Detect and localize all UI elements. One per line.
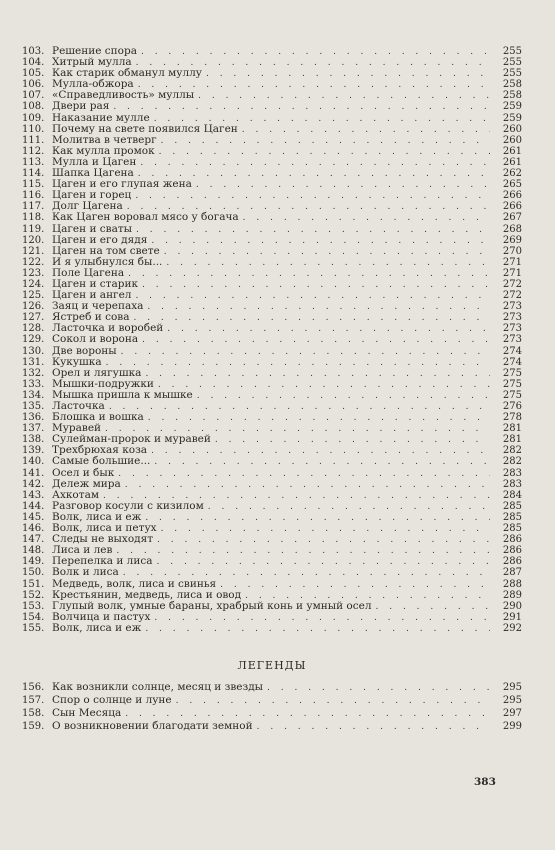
dot-leader (157, 557, 491, 568)
entry-title: Наказание мулле (52, 111, 150, 124)
entry-number: 130. (22, 345, 45, 357)
entry-number: 124. (22, 278, 45, 290)
entry-title: Ласточка (52, 400, 105, 412)
entry-title: Поле Цагена (52, 266, 125, 279)
dot-leader (208, 502, 490, 513)
entry-page: 299 (502, 720, 522, 732)
entry-page: 286 (502, 556, 522, 568)
entry-page: 291 (502, 611, 522, 623)
entry-page: 281 (502, 423, 522, 435)
entry-title: Сокол и ворона (52, 333, 139, 346)
entry-title: Разговор косули с кизилом (52, 499, 204, 512)
toc-entry (22, 623, 522, 634)
entry-number: 108. (22, 101, 45, 113)
entry-number: 159. (22, 720, 45, 732)
entry-page: 276 (502, 401, 522, 412)
entry-title: Цаген и горец (52, 189, 132, 202)
entry-page: 295 (502, 681, 522, 693)
entry-page: 266 (502, 190, 522, 202)
entry-page: 285 (502, 523, 522, 535)
entry-page: 283 (502, 467, 522, 479)
entry-number: 105. (22, 68, 45, 80)
dot-leader (157, 535, 490, 546)
entry-title: Дележ мира (52, 477, 121, 490)
entry-title: Цаген и старик (52, 277, 139, 290)
entry-number: 110. (22, 123, 45, 135)
entry-title: Двери рая (52, 100, 110, 113)
dot-leader (142, 280, 490, 291)
dot-leader (206, 69, 490, 80)
entry-number: 154. (22, 611, 45, 623)
entry-page: 271 (502, 256, 522, 268)
toc-entry (22, 346, 522, 357)
entry-number: 137. (22, 423, 45, 435)
dot-leader (161, 136, 490, 147)
entry-number: 136. (22, 412, 45, 424)
entry-page: 285 (502, 511, 522, 523)
toc-entry (22, 113, 522, 124)
entry-title: Крестьянин, медведь, лиса и овод (52, 588, 242, 601)
dot-leader (376, 602, 490, 613)
dot-leader (133, 313, 490, 324)
entry-page: 285 (502, 500, 522, 512)
entry-title: Волчица и пастух (52, 610, 151, 623)
entry-page: 292 (502, 622, 522, 634)
toc-entry (22, 212, 522, 223)
entry-page: 262 (502, 168, 522, 180)
entry-number: 144. (22, 500, 45, 512)
entry-title: Медведь, волк, лиса и свинья (52, 577, 217, 590)
entry-page: 255 (502, 46, 522, 57)
entry-title: Как Цаген воровал мясо у богача (52, 211, 239, 224)
entry-page: 259 (502, 101, 522, 113)
entry-number: 113. (22, 156, 45, 168)
entry-title: Волк, лиса и еж (52, 510, 142, 523)
entry-page: 272 (502, 278, 522, 290)
entry-title: Мулла и Цаген (52, 155, 137, 168)
entry-page: 273 (502, 323, 522, 335)
dot-leader (118, 469, 490, 480)
entry-title: Как мулла промок (52, 144, 155, 157)
dot-leader (136, 225, 490, 236)
toc-entry (22, 694, 522, 707)
dot-leader (113, 102, 490, 113)
dot-leader (196, 180, 490, 191)
entry-page: 268 (502, 223, 522, 235)
entry-number: 111. (22, 134, 45, 146)
toc-entry (22, 334, 522, 345)
dot-leader (151, 446, 490, 457)
dot-leader (161, 524, 490, 535)
entry-page: 289 (502, 589, 522, 601)
entry-title: Муравей (52, 422, 102, 435)
entry-title: Цаген и его дядя (52, 233, 148, 246)
page-number: 383 (474, 776, 496, 788)
entry-number: 129. (22, 334, 45, 346)
entry-title: Блошка и вошка (52, 411, 144, 424)
entry-number: 147. (22, 534, 45, 546)
entry-number: 117. (22, 201, 45, 213)
entry-page: 270 (502, 245, 522, 257)
entry-title: Мышка пришла к мышке (52, 388, 193, 401)
dot-leader (164, 247, 490, 258)
dot-leader (106, 358, 490, 369)
entry-title: Мулла-обжора (52, 78, 134, 91)
entry-title: Цаген и его глупая жена (52, 178, 192, 191)
entry-title: Мышки-подружки (52, 377, 154, 390)
entry-number: 109. (22, 112, 45, 124)
entry-title: Самые большие... (52, 455, 151, 468)
toc-entry (22, 468, 522, 479)
entry-title: Ласточка и воробей (52, 322, 164, 335)
entry-page: 274 (502, 356, 522, 368)
entry-number: 106. (22, 79, 45, 91)
entry-number: 138. (22, 434, 45, 446)
toc-entry (22, 101, 522, 112)
entry-page: 288 (502, 578, 522, 590)
entry-page: 287 (502, 567, 522, 579)
entry-page: 255 (502, 68, 522, 80)
dot-leader (242, 125, 490, 136)
entry-number: 127. (22, 312, 45, 324)
entry-number: 114. (22, 168, 45, 180)
dot-leader (243, 213, 490, 224)
entry-title: Ястреб и сова (52, 311, 130, 324)
dot-leader (121, 347, 490, 358)
entry-number: 157. (22, 694, 45, 706)
dot-leader (215, 435, 490, 446)
entry-number: 146. (22, 523, 45, 535)
entry-title: Сулейман-пророк и муравей (52, 433, 211, 446)
dot-leader (145, 369, 490, 380)
entry-number: 151. (22, 578, 45, 590)
dot-leader (116, 546, 490, 557)
entry-number: 134. (22, 389, 45, 401)
entry-page: 260 (502, 134, 522, 146)
dot-leader (142, 335, 490, 346)
entry-number: 133. (22, 378, 45, 390)
toc-entry (22, 720, 522, 733)
entry-page: 261 (502, 145, 522, 157)
dot-leader (145, 513, 490, 524)
entry-page: 290 (502, 600, 522, 612)
dot-leader (154, 613, 490, 624)
entry-title: Осел и бык (52, 466, 115, 479)
dot-leader (220, 580, 490, 591)
entry-page: 283 (502, 478, 522, 490)
entry-number: 140. (22, 456, 45, 468)
entry-page: 255 (502, 57, 522, 69)
entry-title: «Справедливость» муллы (52, 89, 195, 102)
entry-page: 282 (502, 445, 522, 457)
toc-entry (22, 456, 522, 467)
entry-title: Две вороны (52, 344, 117, 357)
dot-leader (158, 380, 490, 391)
entry-number: 131. (22, 356, 45, 368)
dot-leader (141, 47, 490, 58)
entry-title: Цаген и ангел (52, 289, 132, 302)
entry-number: 115. (22, 179, 45, 191)
entry-title: Почему на свете появился Цаген (52, 122, 238, 135)
entry-number: 156. (22, 681, 45, 693)
entry-page: 265 (502, 179, 522, 191)
entry-number: 112. (22, 145, 45, 157)
dot-leader (159, 147, 490, 158)
dot-leader (109, 402, 490, 413)
entry-title: Спор о солнце и луне (52, 693, 172, 706)
entry-number: 107. (22, 90, 45, 102)
dot-leader (148, 413, 490, 424)
entry-number: 104. (22, 57, 45, 69)
entry-number: 141. (22, 467, 45, 479)
entry-page: 274 (502, 345, 522, 357)
entry-number: 119. (22, 223, 45, 235)
toc-page (22, 46, 522, 733)
entry-number: 103. (22, 46, 45, 57)
entry-title: Волк, лиса и еж (52, 621, 142, 634)
entry-number: 116. (22, 190, 45, 202)
entry-title: Орел и лягушка (52, 366, 142, 379)
entry-page: 282 (502, 456, 522, 468)
entry-number: 128. (22, 323, 45, 335)
entry-title: Хитрый мулла (52, 56, 132, 69)
entry-number: 148. (22, 545, 45, 557)
entry-page: 258 (502, 79, 522, 91)
entry-page: 275 (502, 367, 522, 379)
dot-leader (267, 682, 490, 695)
entry-page: 266 (502, 201, 522, 213)
dot-leader (167, 324, 490, 335)
entry-page: 260 (502, 123, 522, 135)
entry-title: Заяц и черепаха (52, 300, 144, 313)
entry-number: 152. (22, 589, 45, 601)
dot-leader (197, 391, 490, 402)
dot-leader (151, 236, 490, 247)
entry-title: И я улыбнулся бы... (52, 255, 163, 268)
entry-title: Долг Цагена (52, 200, 123, 213)
entry-number: 120. (22, 234, 45, 246)
entry-number: 126. (22, 301, 45, 313)
section-heading-legends: ЛЕГЕНДЫ (237, 658, 307, 672)
entry-title: Кукушка (52, 355, 102, 368)
entry-title: Ахкотам (52, 488, 99, 501)
entry-page: 284 (502, 489, 522, 501)
entry-page: 267 (502, 212, 522, 224)
toc-entry (22, 224, 522, 235)
dot-leader (166, 258, 490, 269)
entry-number: 139. (22, 445, 45, 457)
toc-entry (22, 567, 522, 578)
entry-title: Глупый волк, умные бараны, храбрый конь и умный осел (52, 599, 372, 612)
entry-number: 150. (22, 567, 45, 579)
entry-page: 295 (502, 694, 522, 706)
entry-title: Шапка Цагена (52, 167, 134, 180)
dot-leader (128, 269, 490, 280)
entry-page: 261 (502, 156, 522, 168)
dot-leader (147, 302, 490, 313)
entry-number: 118. (22, 212, 45, 224)
dot-leader (145, 624, 490, 635)
entry-number: 125. (22, 290, 45, 302)
entry-number: 155. (22, 622, 45, 634)
entry-page: 275 (502, 378, 522, 390)
entry-page: 271 (502, 267, 522, 279)
entry-title: Лиса и лев (52, 544, 113, 557)
legends-list (22, 681, 522, 733)
entry-page: 258 (502, 90, 522, 102)
entry-title: Трехбрюхая коза (52, 444, 148, 457)
entry-page: 275 (502, 389, 522, 401)
entry-number: 123. (22, 267, 45, 279)
entry-title: Как старик обманул муллу (52, 67, 202, 80)
dot-leader (176, 695, 490, 708)
entry-number: 121. (22, 245, 45, 257)
dot-leader (135, 291, 490, 302)
toc-list (22, 46, 522, 634)
entry-page: 273 (502, 334, 522, 346)
entry-number: 158. (22, 707, 45, 719)
entry-title: Решение спора (52, 45, 137, 57)
entry-title: Перепелка и лиса (52, 555, 153, 568)
entry-title: Волк, лиса и петух (52, 522, 157, 535)
entry-page: 273 (502, 301, 522, 313)
dot-leader (125, 480, 490, 491)
entry-page: 278 (502, 412, 522, 424)
dot-leader (257, 721, 490, 734)
entry-page: 286 (502, 534, 522, 546)
entry-title: Молитва в четверг (52, 133, 157, 146)
entry-number: 135. (22, 401, 45, 412)
entry-number: 153. (22, 600, 45, 612)
entry-title: Цаген и сваты (52, 222, 133, 235)
entry-number: 132. (22, 367, 45, 379)
entry-number: 145. (22, 511, 45, 523)
toc-entry (22, 579, 522, 590)
entry-page: 269 (502, 234, 522, 246)
entry-number: 149. (22, 556, 45, 568)
dot-leader (140, 158, 490, 169)
entry-title: Как возникли солнце, месяц и звезды (52, 680, 264, 693)
dot-leader (135, 191, 490, 202)
entry-title: Сын Месяца (52, 706, 122, 719)
toc-entry (22, 707, 522, 720)
entry-title: Цаген на том свете (52, 244, 160, 257)
entry-page: 297 (502, 707, 522, 719)
entry-number: 122. (22, 256, 45, 268)
entry-page: 281 (502, 434, 522, 446)
dot-leader (154, 457, 490, 468)
entry-title: Волк и лиса (52, 566, 119, 579)
dot-leader (198, 91, 490, 102)
entry-number: 142. (22, 478, 45, 490)
entry-page: 273 (502, 312, 522, 324)
toc-entry (22, 681, 522, 694)
entry-page: 259 (502, 112, 522, 124)
entry-title: О возникновении благодати земной (52, 719, 253, 732)
entry-page: 272 (502, 290, 522, 302)
entry-number: 143. (22, 489, 45, 501)
entry-page: 286 (502, 545, 522, 557)
entry-title: Следы не выходят (52, 533, 154, 546)
